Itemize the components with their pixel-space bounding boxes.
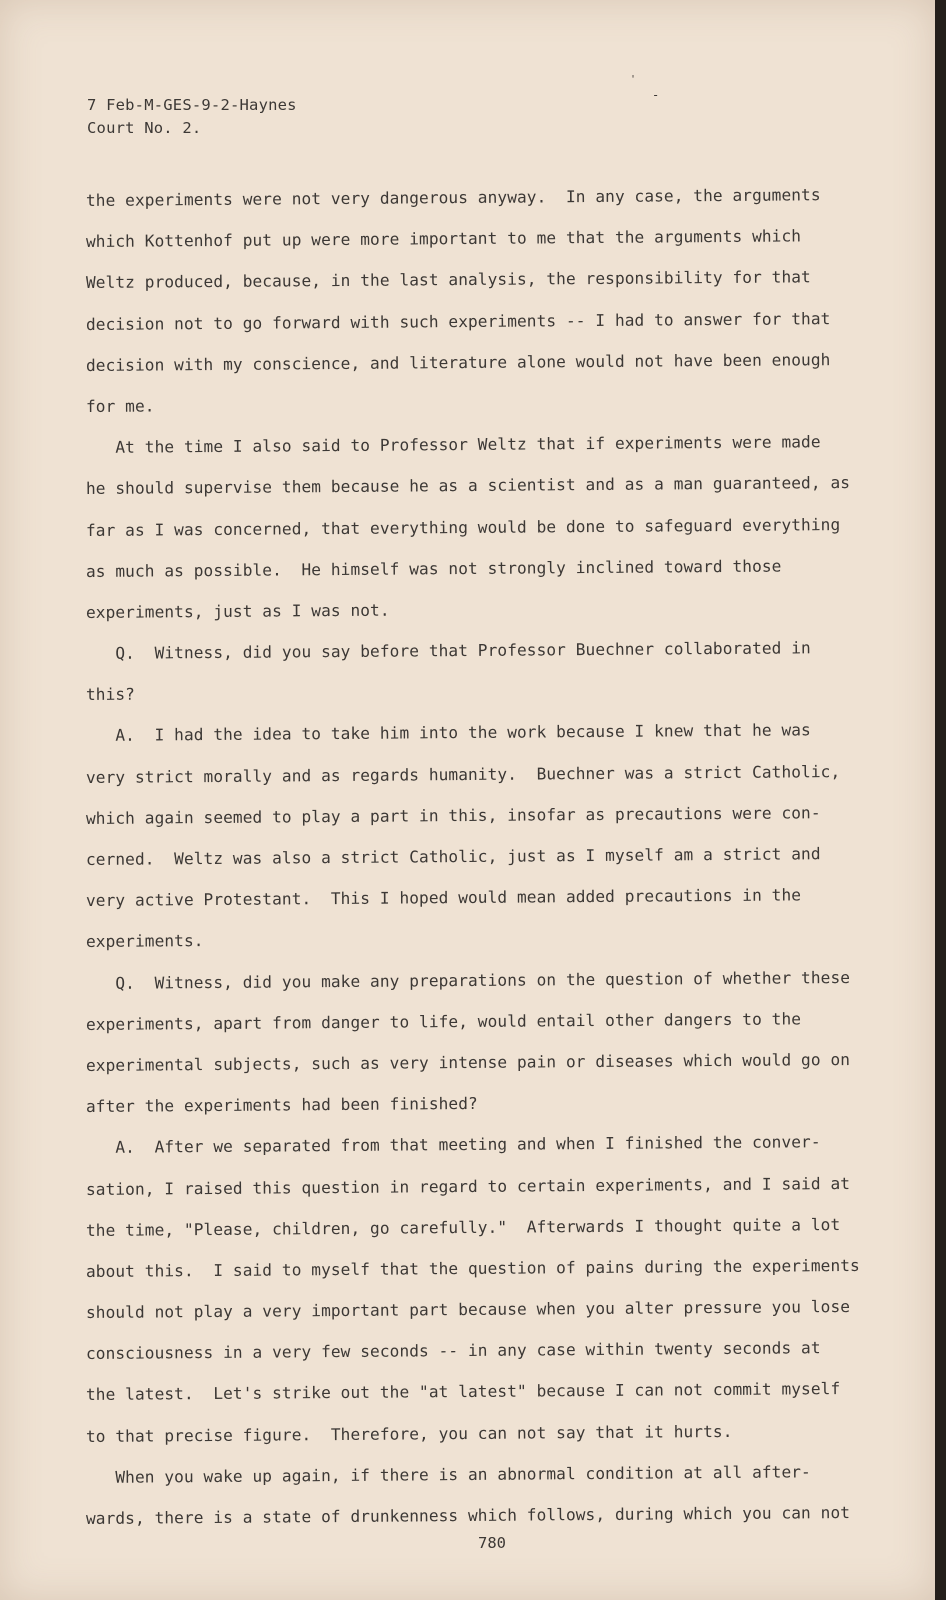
stray-dash: - [652, 88, 660, 102]
text-line: experiments. [85, 931, 204, 952]
text-line: about this. I said to myself that the question of pains during the experiments [85, 1255, 860, 1281]
text-line: A. I had the idea to take him into the work because I knew that he was [85, 720, 811, 746]
text-line: A. After we separated from that meeting and when I finished the conver- [85, 1132, 821, 1158]
text-line: he should supervise them because he as a scientist and as a man guaranteed, as [85, 473, 851, 499]
text-line: cerned. Weltz was also a strict Catholic, just as I myself am a strict and [85, 844, 821, 869]
text-line: When you wake up again, if there is an abnormal condition at all after- [85, 1462, 811, 1487]
text-line: which again seemed to play a part in this, insofar as precautions were con- [85, 803, 821, 828]
text-line: for me. [85, 396, 155, 416]
text-line: Q. Witness, did you say before that Professor Buechner collaborated in [85, 638, 811, 664]
text-line: experimental subjects, such as very intense pain or diseases which would go on [85, 1049, 851, 1075]
text-line: should not play a very important part because when you alter pressure you lose [85, 1297, 851, 1323]
text-line: sation, I raised this question in regard to certain experiments, and I said at [85, 1173, 851, 1199]
page-edge-shadow [935, 0, 946, 1600]
text-line: experiments, apart from danger to life, would entail other dangers to the [85, 1009, 802, 1034]
text-line: this? [85, 684, 136, 705]
text-line: experiments, just as I was not. [85, 600, 390, 622]
text-line: very active Protestant. This I hoped would mean added precautions in the [85, 885, 802, 911]
text-line: At the time I also said to Professor Weltz that if experiments were made [85, 432, 821, 458]
text-line: to that precise figure. Therefore, you can not say that it hurts. [85, 1421, 733, 1446]
text-line: the experiments were not very dangerous anyway. In any case, the arguments [85, 185, 821, 210]
text-line: which Kottenhof put up were more important to me that the arguments which [85, 226, 802, 252]
text-line: the latest. Let's strike out the "at latest" because I can not commit myself [85, 1379, 841, 1405]
text-line: as much as possible. He himself was not strongly inclined toward those [85, 556, 782, 581]
text-line: Q. Witness, did you make any preparations on the question of whether these [85, 967, 851, 993]
text-line: after the experiments had been finished? [85, 1094, 478, 1117]
text-line: wards, there is a state of drunkenness which follows, during which you can not [85, 1502, 851, 1528]
stray-mark: ' [630, 74, 637, 85]
document-header [87, 94, 297, 140]
header-reference: 7 Feb-M-GES-9-2-Haynes [87, 96, 297, 114]
text-line: very strict morally and as regards humanity. Buechner was a strict Catholic, [85, 761, 841, 787]
page-number: 780 [478, 1534, 506, 1552]
text-line: Weltz produced, because, in the last analysis, the responsibility for that [85, 267, 811, 293]
text-line: the time, "Please, children, go carefully." Afterwards I thought quite a lot [85, 1214, 841, 1240]
transcript-body [86, 186, 906, 1545]
text-line: far as I was concerned, that everything would be done to safeguard everything [85, 514, 841, 540]
text-line: decision with my conscience, and literature alone would not have been enough [85, 349, 831, 375]
text-line: consciousness in a very few seconds -- in any case within twenty seconds at [85, 1338, 821, 1364]
header-court: Court No. 2. [87, 119, 202, 137]
text-line: decision not to go forward with such experiments -- I had to answer for that [85, 308, 831, 334]
